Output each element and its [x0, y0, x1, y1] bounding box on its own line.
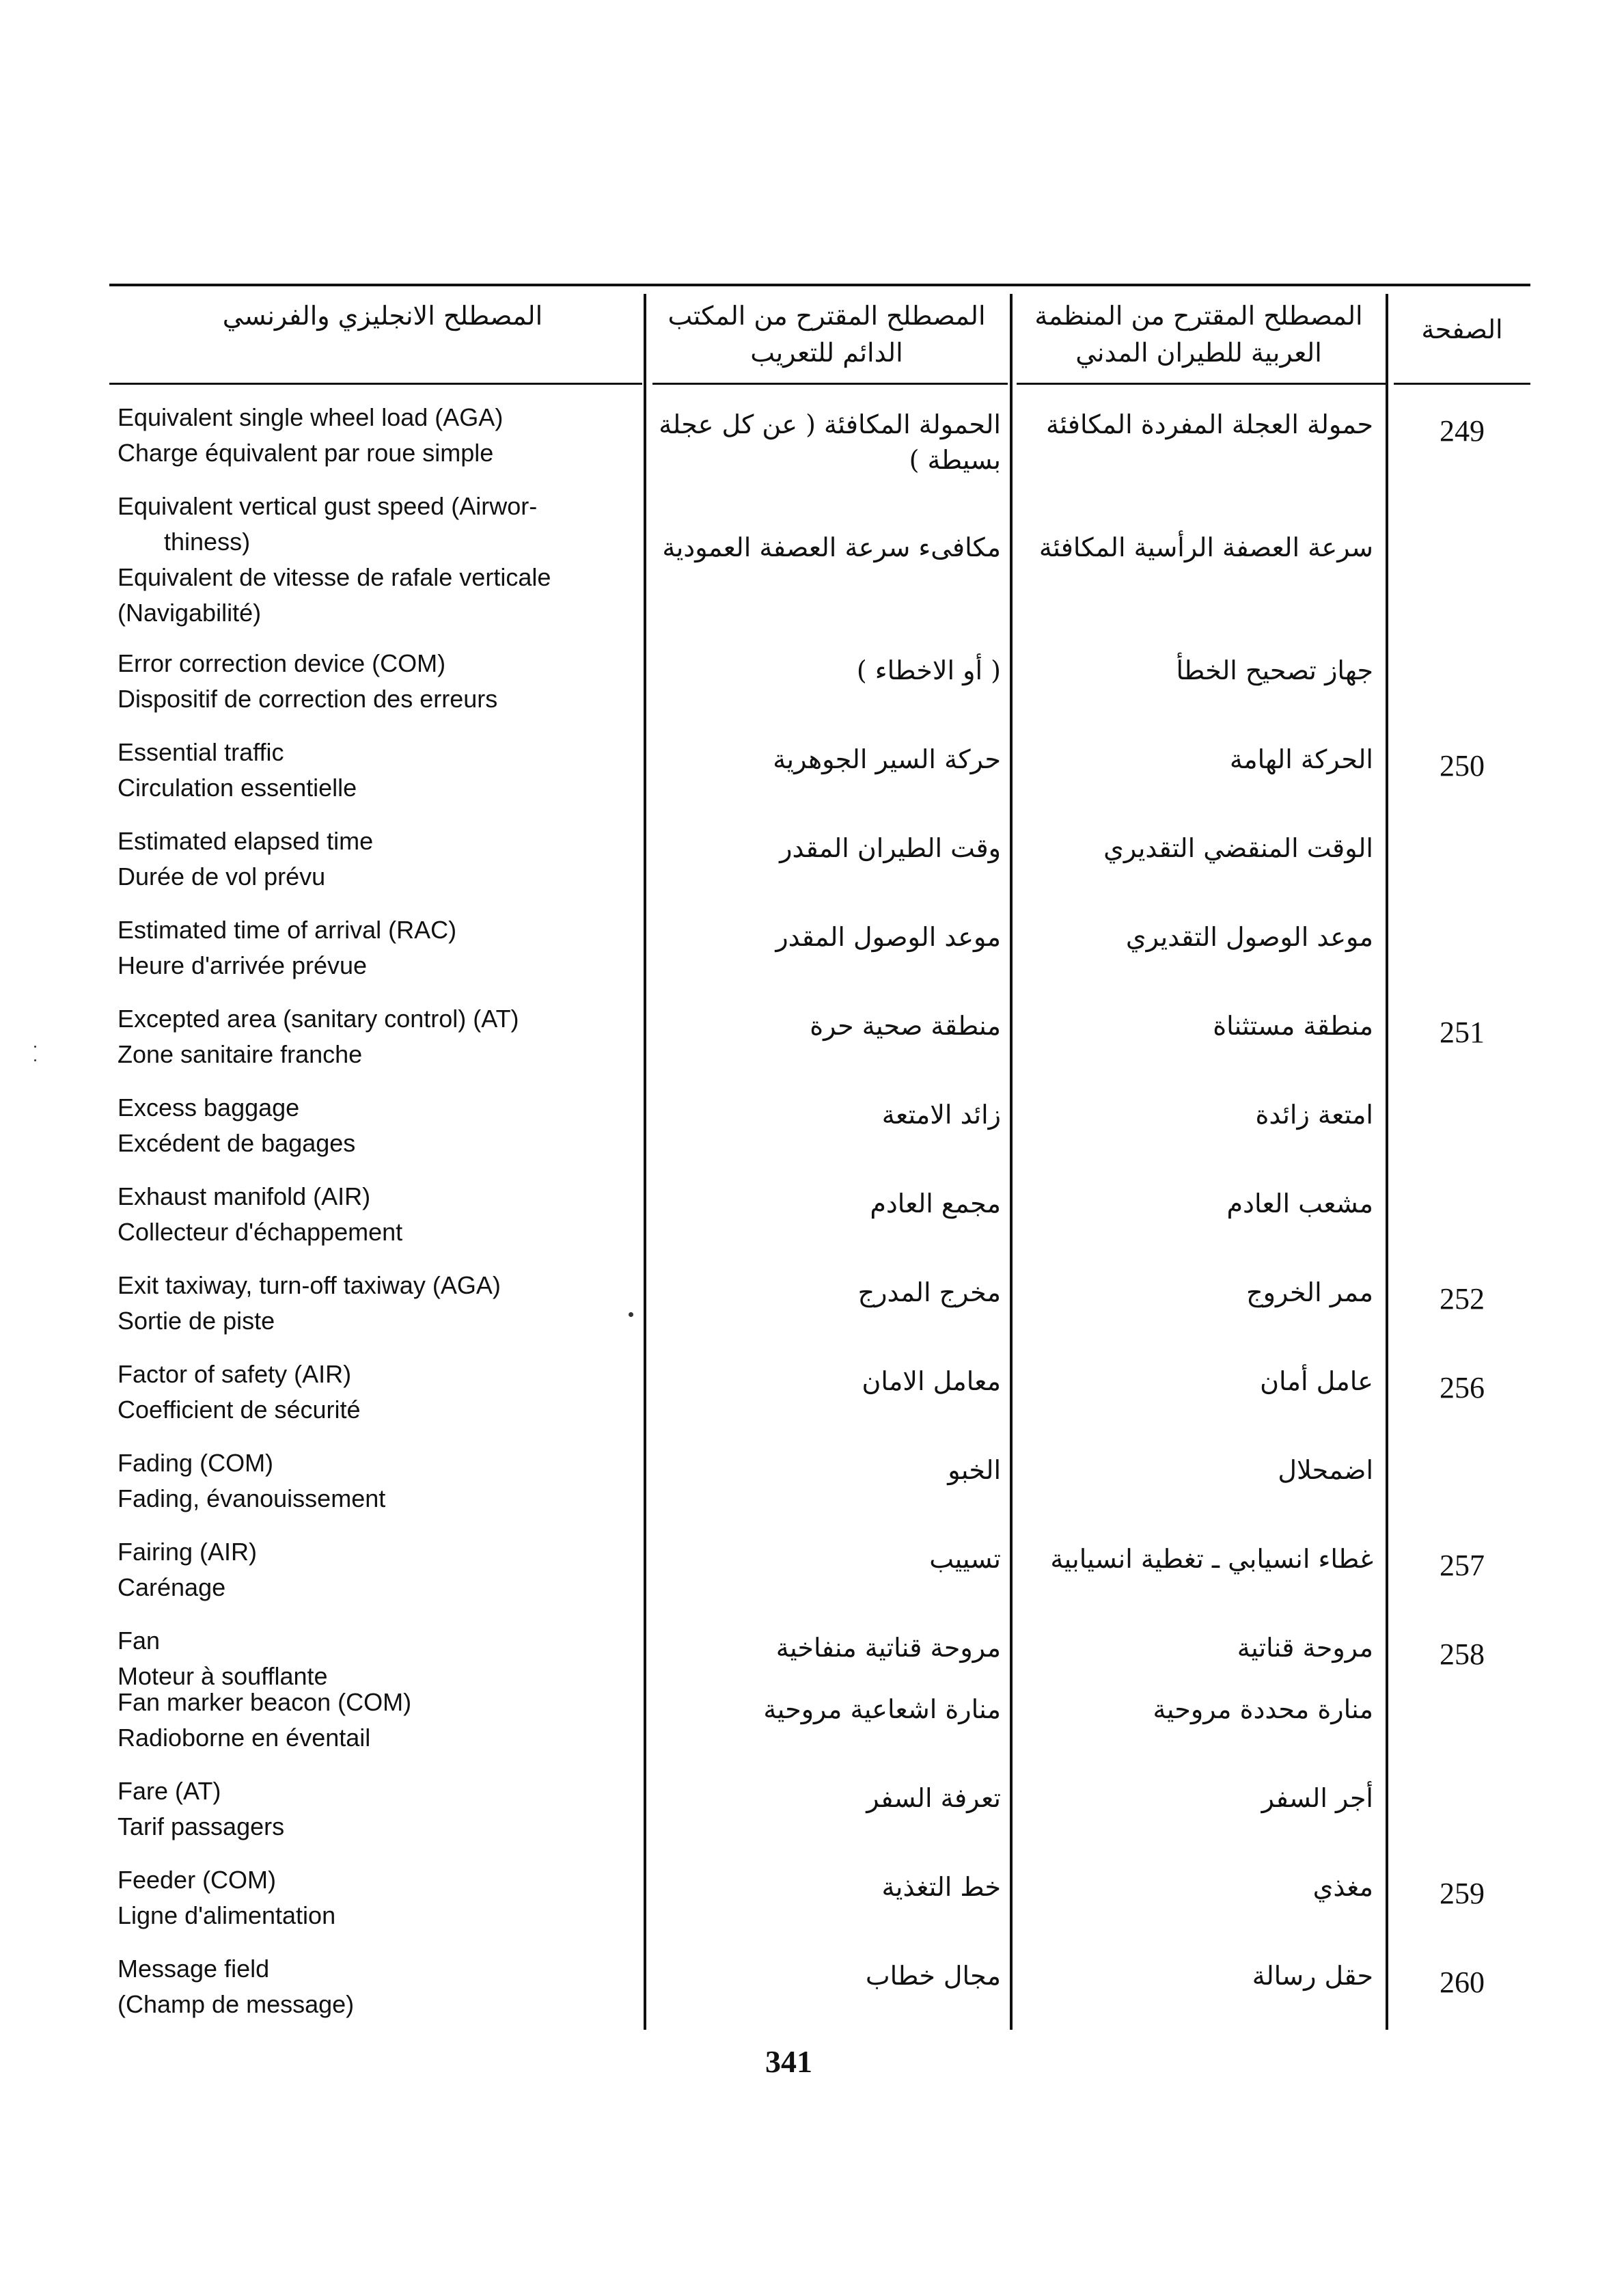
term-latin-line: Zone sanitaire franche — [118, 1040, 363, 1068]
term-latin-line: Ligne d'alimentation — [118, 1901, 336, 1929]
header-permanent-office: المصطلح المقترح من المكتب الدائم للتعريب — [668, 301, 986, 368]
term-latin — [118, 1445, 637, 1517]
term-latin-line: Tarif passagers — [118, 1812, 285, 1840]
term-office: تسييب — [929, 1544, 1001, 1574]
term-latin-line: Collecteur d'échappement — [118, 1218, 403, 1246]
term-page: 256 — [1440, 1371, 1485, 1404]
term-latin-line: Fading (COM) — [118, 1449, 274, 1477]
term-latin-line: Fairing (AIR) — [118, 1538, 258, 1566]
term-latin-line: Fading, évanouissement — [118, 1484, 386, 1512]
scan-speck — [34, 1046, 36, 1048]
term-latin — [118, 1090, 637, 1161]
term-organization: منارة محددة مروحية — [1153, 1694, 1373, 1724]
term-latin-line: Feeder (COM) — [118, 1866, 277, 1894]
term-latin-line: Excepted area (sanitary control) (AT) — [118, 1005, 519, 1033]
term-organization: مشعب العادم — [1226, 1188, 1373, 1219]
term-latin-line: Durée de vol prévu — [118, 862, 326, 891]
term-latin — [118, 1534, 637, 1605]
header-english-french: المصطلح الانجليزي والفرنسي — [222, 301, 543, 331]
term-office: موعد الوصول المقدر — [775, 922, 1001, 952]
term-latin — [118, 400, 637, 471]
term-office: منارة اشعاعية مروحية — [763, 1694, 1001, 1724]
term-organization: اضمحلال — [1278, 1455, 1373, 1485]
term-latin-line: Message field — [118, 1955, 270, 1983]
term-office: حركة السير الجوهرية — [773, 744, 1001, 774]
term-latin-line: Estimated elapsed time — [118, 827, 374, 855]
term-latin-line: Fare (AT) — [118, 1777, 221, 1805]
term-latin — [118, 1268, 637, 1339]
scan-speck — [34, 1059, 36, 1061]
term-latin-line: Equivalent vertical gust speed (Airwor- — [118, 492, 538, 520]
term-page: 249 — [1440, 414, 1485, 448]
term-organization: سرعة العصفة الرأسية المكافئة — [1038, 532, 1373, 562]
term-office: تعرفة السفر — [866, 1783, 1001, 1813]
term-office: ( أو الاخطاء ) — [856, 655, 1001, 685]
term-organization: حقل رسالة — [1252, 1961, 1373, 1991]
term-latin-line: (Navigabilité) — [118, 599, 262, 627]
column-divider-1 — [644, 294, 646, 2030]
term-page: 257 — [1440, 1549, 1485, 1582]
term-organization: امتعة زائدة — [1255, 1100, 1373, 1130]
term-latin-line: Essential traffic — [118, 738, 284, 766]
term-latin-line: Radioborne en éventail — [118, 1724, 371, 1752]
term-latin-line: Moteur à soufflante — [118, 1662, 328, 1690]
term-organization: ممر الخروج — [1246, 1277, 1373, 1307]
term-latin — [118, 1773, 637, 1845]
term-office: خط التغذية — [881, 1872, 1001, 1902]
header-underline-3 — [1017, 383, 1386, 385]
scan-speck — [629, 1312, 633, 1317]
term-latin-line: (Champ de message) — [118, 1990, 355, 2018]
term-latin — [118, 824, 637, 895]
header-underline-4 — [1394, 383, 1530, 385]
term-page: 259 — [1440, 1877, 1485, 1910]
header-underline-2 — [652, 383, 1008, 385]
header-arab-civil-aviation: المصطلح المقترح من المنظمة العربية للطيران المدني — [1034, 301, 1363, 368]
term-latin — [118, 1685, 637, 1756]
term-latin — [118, 912, 637, 983]
term-organization: أجر السفر — [1261, 1783, 1373, 1813]
term-office: مجمع العادم — [870, 1188, 1001, 1219]
header-underline-1 — [109, 383, 642, 385]
term-organization: عامل أمان — [1260, 1366, 1373, 1396]
term-office: معامل الامان — [862, 1366, 1001, 1396]
term-organization: حمولة العجلة المفردة المكافئة — [1045, 409, 1373, 439]
term-latin — [118, 1357, 637, 1428]
term-organization: جهاز تصحيح الخطأ — [1176, 655, 1373, 685]
page-number: 341 — [765, 2044, 812, 2079]
term-latin-line: Sortie de piste — [118, 1307, 275, 1335]
term-office: منطقة صحية حرة — [810, 1011, 1001, 1041]
term-latin-line: Charge équivalent par roue simple — [118, 439, 494, 467]
term-organization: مغذي — [1312, 1872, 1373, 1902]
term-office: مروحة قناتية منفاخية — [775, 1633, 1001, 1663]
term-office: مكافىء سرعة العصفة العمودية — [662, 532, 1001, 562]
header-page: الصفحة — [1421, 314, 1503, 344]
term-latin — [118, 1951, 637, 2022]
term-organization: موعد الوصول التقديري — [1125, 922, 1373, 952]
term-page: 251 — [1440, 1016, 1485, 1049]
term-latin-line: Fan — [118, 1627, 161, 1655]
term-latin-line: thiness) — [164, 528, 251, 556]
term-latin — [118, 646, 637, 717]
term-organization: الوقت المنقضي التقديري — [1103, 833, 1373, 863]
term-latin — [118, 489, 637, 631]
term-page: 252 — [1440, 1282, 1485, 1316]
term-latin — [118, 1862, 637, 1933]
term-latin-line: Exit taxiway, turn-off taxiway (AGA) — [118, 1271, 501, 1299]
term-latin-line: Estimated time of arrival (RAC) — [118, 916, 457, 944]
term-latin — [118, 1623, 637, 1694]
term-office: مجال خطاب — [865, 1961, 1001, 1991]
term-latin-line: Error correction device (COM) — [118, 649, 446, 677]
term-office: الخبو — [948, 1455, 1001, 1485]
column-divider-3 — [1386, 294, 1388, 2030]
term-office: زائد الامتعة — [881, 1100, 1001, 1130]
term-latin-line: Equivalent single wheel load (AGA) — [118, 403, 504, 431]
term-latin — [118, 1179, 637, 1250]
term-organization: الحركة الهامة — [1229, 744, 1373, 774]
term-office: مخرج المدرج — [857, 1277, 1001, 1307]
term-latin — [118, 1001, 637, 1072]
term-office: وقت الطيران المقدر — [780, 833, 1001, 863]
term-latin-line: Factor of safety (AIR) — [118, 1360, 352, 1388]
term-page: 260 — [1440, 1966, 1485, 1999]
term-organization: غطاء انسيابي ـ تغطية انسيابية — [1050, 1544, 1373, 1574]
term-latin-line: Excess baggage — [118, 1093, 300, 1121]
term-page: 250 — [1440, 749, 1485, 783]
term-latin-line: Exhaust manifold (AIR) — [118, 1182, 371, 1210]
term-latin — [118, 735, 637, 806]
term-latin-line: Dispositif de correction des erreurs — [118, 685, 498, 713]
term-office: الحمولة المكافئة ( عن كل عجلة بسيطة ) — [659, 409, 1001, 475]
term-latin-line: Carénage — [118, 1573, 226, 1601]
table-top-rule — [109, 284, 1530, 286]
term-latin-line: Heure d'arrivée prévue — [118, 951, 368, 979]
term-latin-line: Equivalent de vitesse de rafale verticale — [118, 563, 551, 591]
term-latin-line: Fan marker beacon (COM) — [118, 1688, 412, 1716]
term-organization: مروحة قناتية — [1237, 1633, 1373, 1663]
column-divider-2 — [1010, 294, 1013, 2030]
term-organization: منطقة مستثناة — [1213, 1011, 1373, 1041]
term-page: 258 — [1440, 1637, 1485, 1671]
term-latin-line: Excédent de bagages — [118, 1129, 356, 1157]
term-latin-line: Coefficient de sécurité — [118, 1396, 361, 1424]
term-latin-line: Circulation essentielle — [118, 774, 357, 802]
